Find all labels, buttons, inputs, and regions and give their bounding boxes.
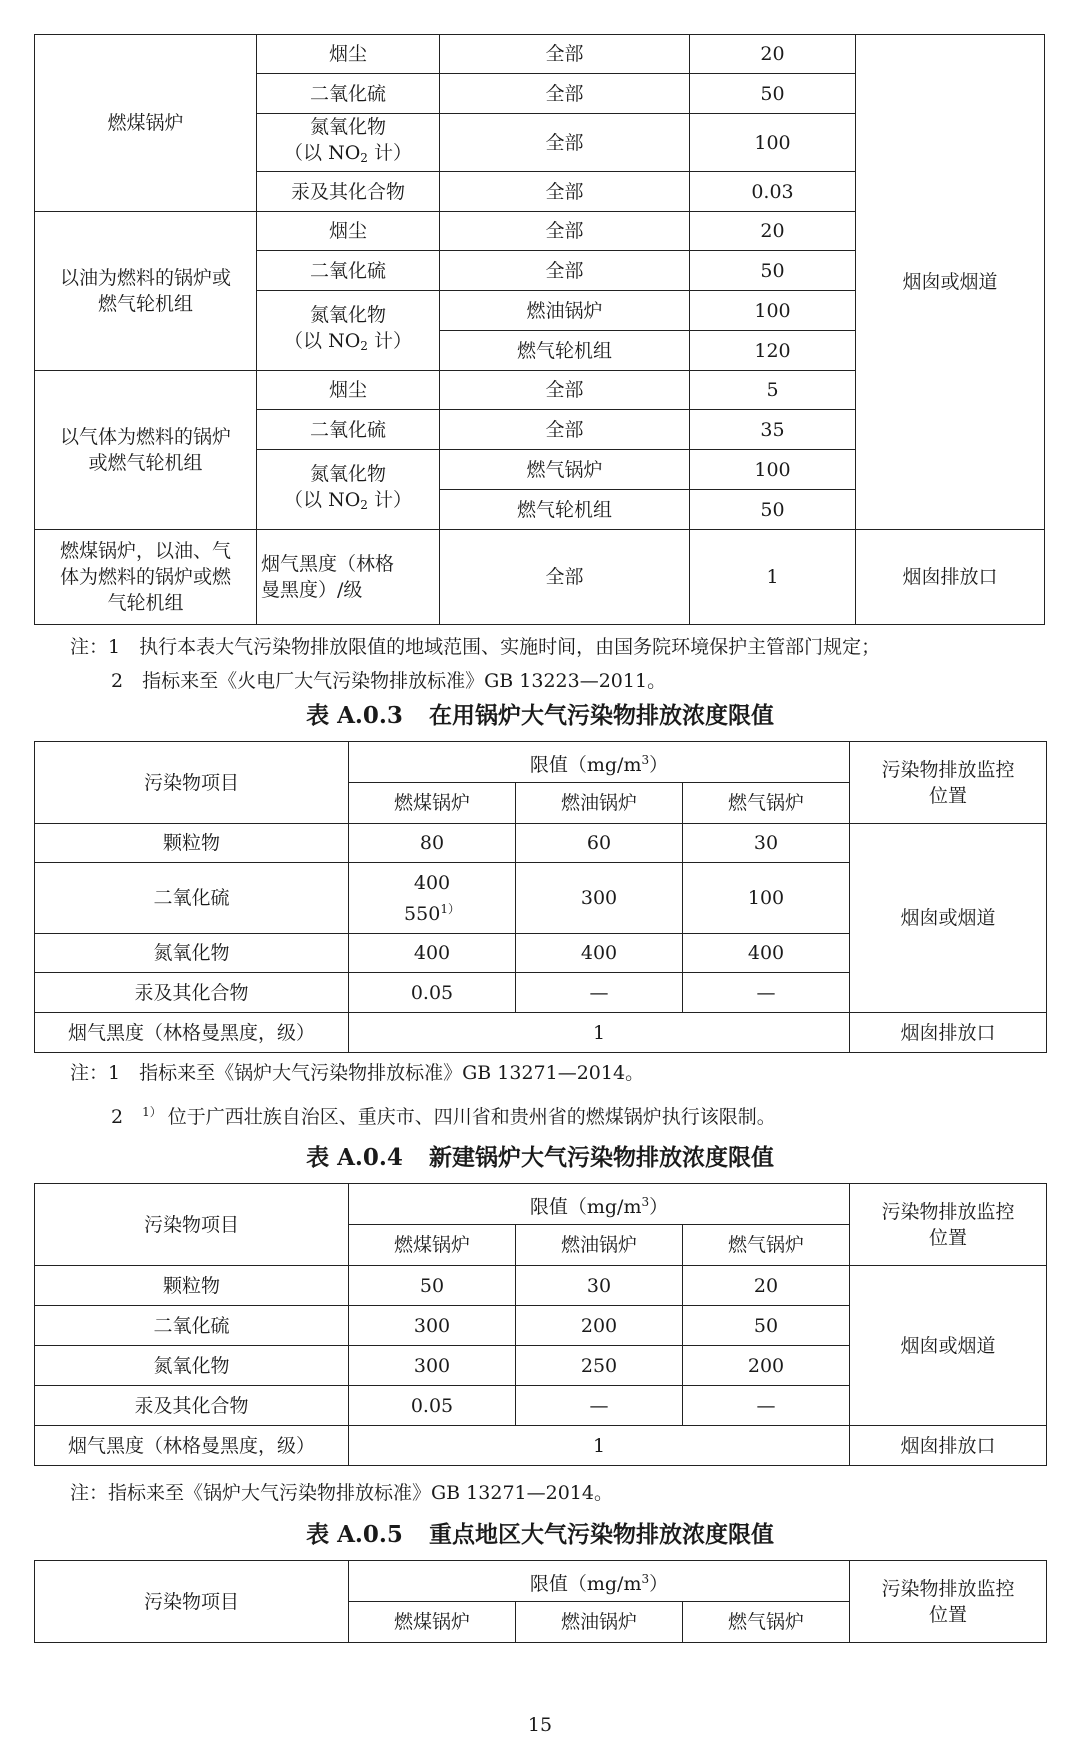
item-cell: 氮氧化物 [35, 1346, 349, 1386]
header-item: 污染物项目 [35, 1561, 349, 1643]
condition-cell: 全部 [440, 114, 690, 172]
pollutant-cell: 二氧化硫 [257, 251, 440, 291]
coal-cell: 300 [349, 1346, 516, 1386]
table-a05 [34, 1560, 1047, 1643]
header-item: 污染物项目 [35, 742, 349, 824]
item-cell: 颗粒物 [35, 824, 349, 863]
table-note: 注：1 执行本表大气污染物排放限值的地域范围、实施时间，由国务院环境保护主管部门规定； [70, 636, 881, 658]
pollutant-cell: 汞及其化合物 [257, 172, 440, 212]
condition-cell: 燃油锅炉 [440, 291, 690, 331]
gas-cell: 50 [683, 1306, 850, 1346]
header-location: 污染物排放监控 位置 [850, 1184, 1047, 1266]
header-location: 污染物排放监控 位置 [850, 742, 1047, 824]
header-oil: 燃油锅炉 [516, 1225, 683, 1266]
condition-cell: 全部 [440, 251, 690, 291]
oil-cell: 400 [516, 934, 683, 973]
table-row [35, 1266, 1047, 1306]
table-row [35, 1426, 1047, 1466]
header-row [35, 742, 1047, 783]
page-number: 15 [527, 1714, 553, 1736]
header-coal: 燃煤锅炉 [349, 783, 516, 824]
oil-cell: 200 [516, 1306, 683, 1346]
limit-cell: 0.03 [690, 172, 856, 212]
limit-cell: 1 [690, 530, 856, 625]
location-cell: 烟囱或烟道 [850, 1266, 1047, 1426]
gas-cell: 400 [683, 934, 850, 973]
oil-cell: 250 [516, 1346, 683, 1386]
condition-cell: 全部 [440, 172, 690, 212]
pollutant-cell: 烟尘 [257, 371, 440, 410]
table-row [35, 35, 1045, 74]
header-coal: 燃煤锅炉 [349, 1602, 516, 1643]
pollutant-cell: 烟气黑度（林格 曼黑度）/级 [257, 530, 440, 625]
pollutant-cell: 二氧化硫 [257, 74, 440, 114]
coal-cell: 400 $550^{1)}$ [349, 863, 516, 934]
header-oil: 燃油锅炉 [516, 1602, 683, 1643]
item-cell: 烟气黑度（林格曼黑度，级） [35, 1013, 349, 1053]
pollutant-cell: 氮氧化物 （以 $NO_2$ 计） [257, 114, 440, 172]
coal-cell: 300 [349, 1306, 516, 1346]
table-note: 注：指标来至《锅炉大气污染物排放标准》GB 13271—2014。 [70, 1482, 613, 1504]
oil-cell: 60 [516, 824, 683, 863]
item-cell: 二氧化硫 [35, 863, 349, 934]
header-gas: 燃气锅炉 [683, 1602, 850, 1643]
condition-cell: 全部 [440, 74, 690, 114]
gas-cell: 20 [683, 1266, 850, 1306]
pollutant-cell: 烟尘 [257, 35, 440, 74]
coal-cell: 80 [349, 824, 516, 863]
location-cell: 烟囱或烟道 [850, 824, 1047, 1013]
table-a04 [34, 1183, 1047, 1466]
condition-cell: 全部 [440, 371, 690, 410]
condition-cell: 全部 [440, 530, 690, 625]
header-row [35, 1184, 1047, 1225]
merged-limit-cell: 1 [349, 1426, 850, 1466]
item-cell: 烟气黑度（林格曼黑度，级） [35, 1426, 349, 1466]
condition-cell: 全部 [440, 212, 690, 251]
location-cell: 烟囱排放口 [856, 530, 1045, 625]
category-cell: 燃煤锅炉 [35, 35, 257, 212]
coal-cell: 50 [349, 1266, 516, 1306]
header-location: 污染物排放监控 位置 [850, 1561, 1047, 1643]
header-coal: 燃煤锅炉 [349, 1225, 516, 1266]
gas-cell: — [683, 973, 850, 1013]
merged-limit-cell: 1 [349, 1013, 850, 1053]
gas-cell: 30 [683, 824, 850, 863]
limit-cell: 100 [690, 114, 856, 172]
limit-cell: 50 [690, 74, 856, 114]
table-caption: 表 A.0.5 重点地区大气污染物排放浓度限值 [306, 1521, 774, 1548]
table-a02-continued [34, 34, 1045, 625]
header-gas: 燃气锅炉 [683, 1225, 850, 1266]
gas-cell: 200 [683, 1346, 850, 1386]
pollutant-cell: 氮氧化物 （以 $NO_2$ 计） [257, 291, 440, 371]
limit-cell: 120 [690, 331, 856, 371]
limit-cell: 35 [690, 410, 856, 450]
header-limit: 限值$(mg/m^3)$ [349, 1184, 850, 1225]
item-cell: 汞及其化合物 [35, 1386, 349, 1426]
limit-cell: 50 [690, 251, 856, 291]
location-cell: 烟囱排放口 [850, 1013, 1047, 1053]
item-cell: 二氧化硫 [35, 1306, 349, 1346]
table-row [35, 824, 1047, 863]
table-row [35, 530, 1045, 625]
item-cell: 汞及其化合物 [35, 973, 349, 1013]
oil-cell: 300 [516, 863, 683, 934]
coal-cell: 400 [349, 934, 516, 973]
header-oil: 燃油锅炉 [516, 783, 683, 824]
limit-cell: 20 [690, 35, 856, 74]
oil-cell: — [516, 973, 683, 1013]
item-cell: 颗粒物 [35, 1266, 349, 1306]
location-cell: 烟囱或烟道 [856, 35, 1045, 530]
pollutant-cell: 烟尘 [257, 212, 440, 251]
condition-cell: 全部 [440, 35, 690, 74]
condition-cell: 燃气锅炉 [440, 450, 690, 490]
oil-cell: — [516, 1386, 683, 1426]
pollutant-cell: 氮氧化物 （以 $NO_2$ 计） [257, 450, 440, 530]
condition-cell: 燃气轮机组 [440, 331, 690, 371]
coal-cell: 0.05 [349, 973, 516, 1013]
limit-cell: 5 [690, 371, 856, 410]
table-note: 注：1 指标来至《锅炉大气污染物排放标准》GB 13271—2014。 [70, 1062, 645, 1084]
table-note: 2 $^{1)}$ 位于广西壮族自治区、重庆市、四川省和贵州省的燃煤锅炉执行该限制。 [111, 1105, 776, 1128]
table-a03 [34, 741, 1047, 1053]
condition-cell: 燃气轮机组 [440, 490, 690, 530]
header-gas: 燃气锅炉 [683, 783, 850, 824]
item-cell: 氮氧化物 [35, 934, 349, 973]
oil-cell: 30 [516, 1266, 683, 1306]
limit-cell: 100 [690, 450, 856, 490]
condition-cell: 全部 [440, 410, 690, 450]
limit-cell: 20 [690, 212, 856, 251]
header-limit: 限值$(mg/m^3)$ [349, 742, 850, 783]
gas-cell: — [683, 1386, 850, 1426]
limit-cell: 50 [690, 490, 856, 530]
limit-cell: 100 [690, 291, 856, 331]
category-cell: 以气体为燃料的锅炉 或燃气轮机组 [35, 371, 257, 530]
header-row [35, 1561, 1047, 1602]
pollutant-cell: 二氧化硫 [257, 410, 440, 450]
coal-cell: 0.05 [349, 1386, 516, 1426]
table-caption: 表 A.0.3 在用锅炉大气污染物排放浓度限值 [306, 702, 774, 729]
location-cell: 烟囱排放口 [850, 1426, 1047, 1466]
category-cell: 燃煤锅炉，以油、气 体为燃料的锅炉或燃 气轮机组 [35, 530, 257, 625]
table-note: 2 指标来至《火电厂大气污染物排放标准》GB 13223—2011。 [111, 670, 667, 692]
header-item: 污染物项目 [35, 1184, 349, 1266]
header-limit: 限值$(mg/m^3)$ [349, 1561, 850, 1602]
category-cell: 以油为燃料的锅炉或 燃气轮机组 [35, 212, 257, 371]
table-caption: 表 A.0.4 新建锅炉大气污染物排放浓度限值 [306, 1144, 774, 1171]
table-row [35, 1013, 1047, 1053]
gas-cell: 100 [683, 863, 850, 934]
